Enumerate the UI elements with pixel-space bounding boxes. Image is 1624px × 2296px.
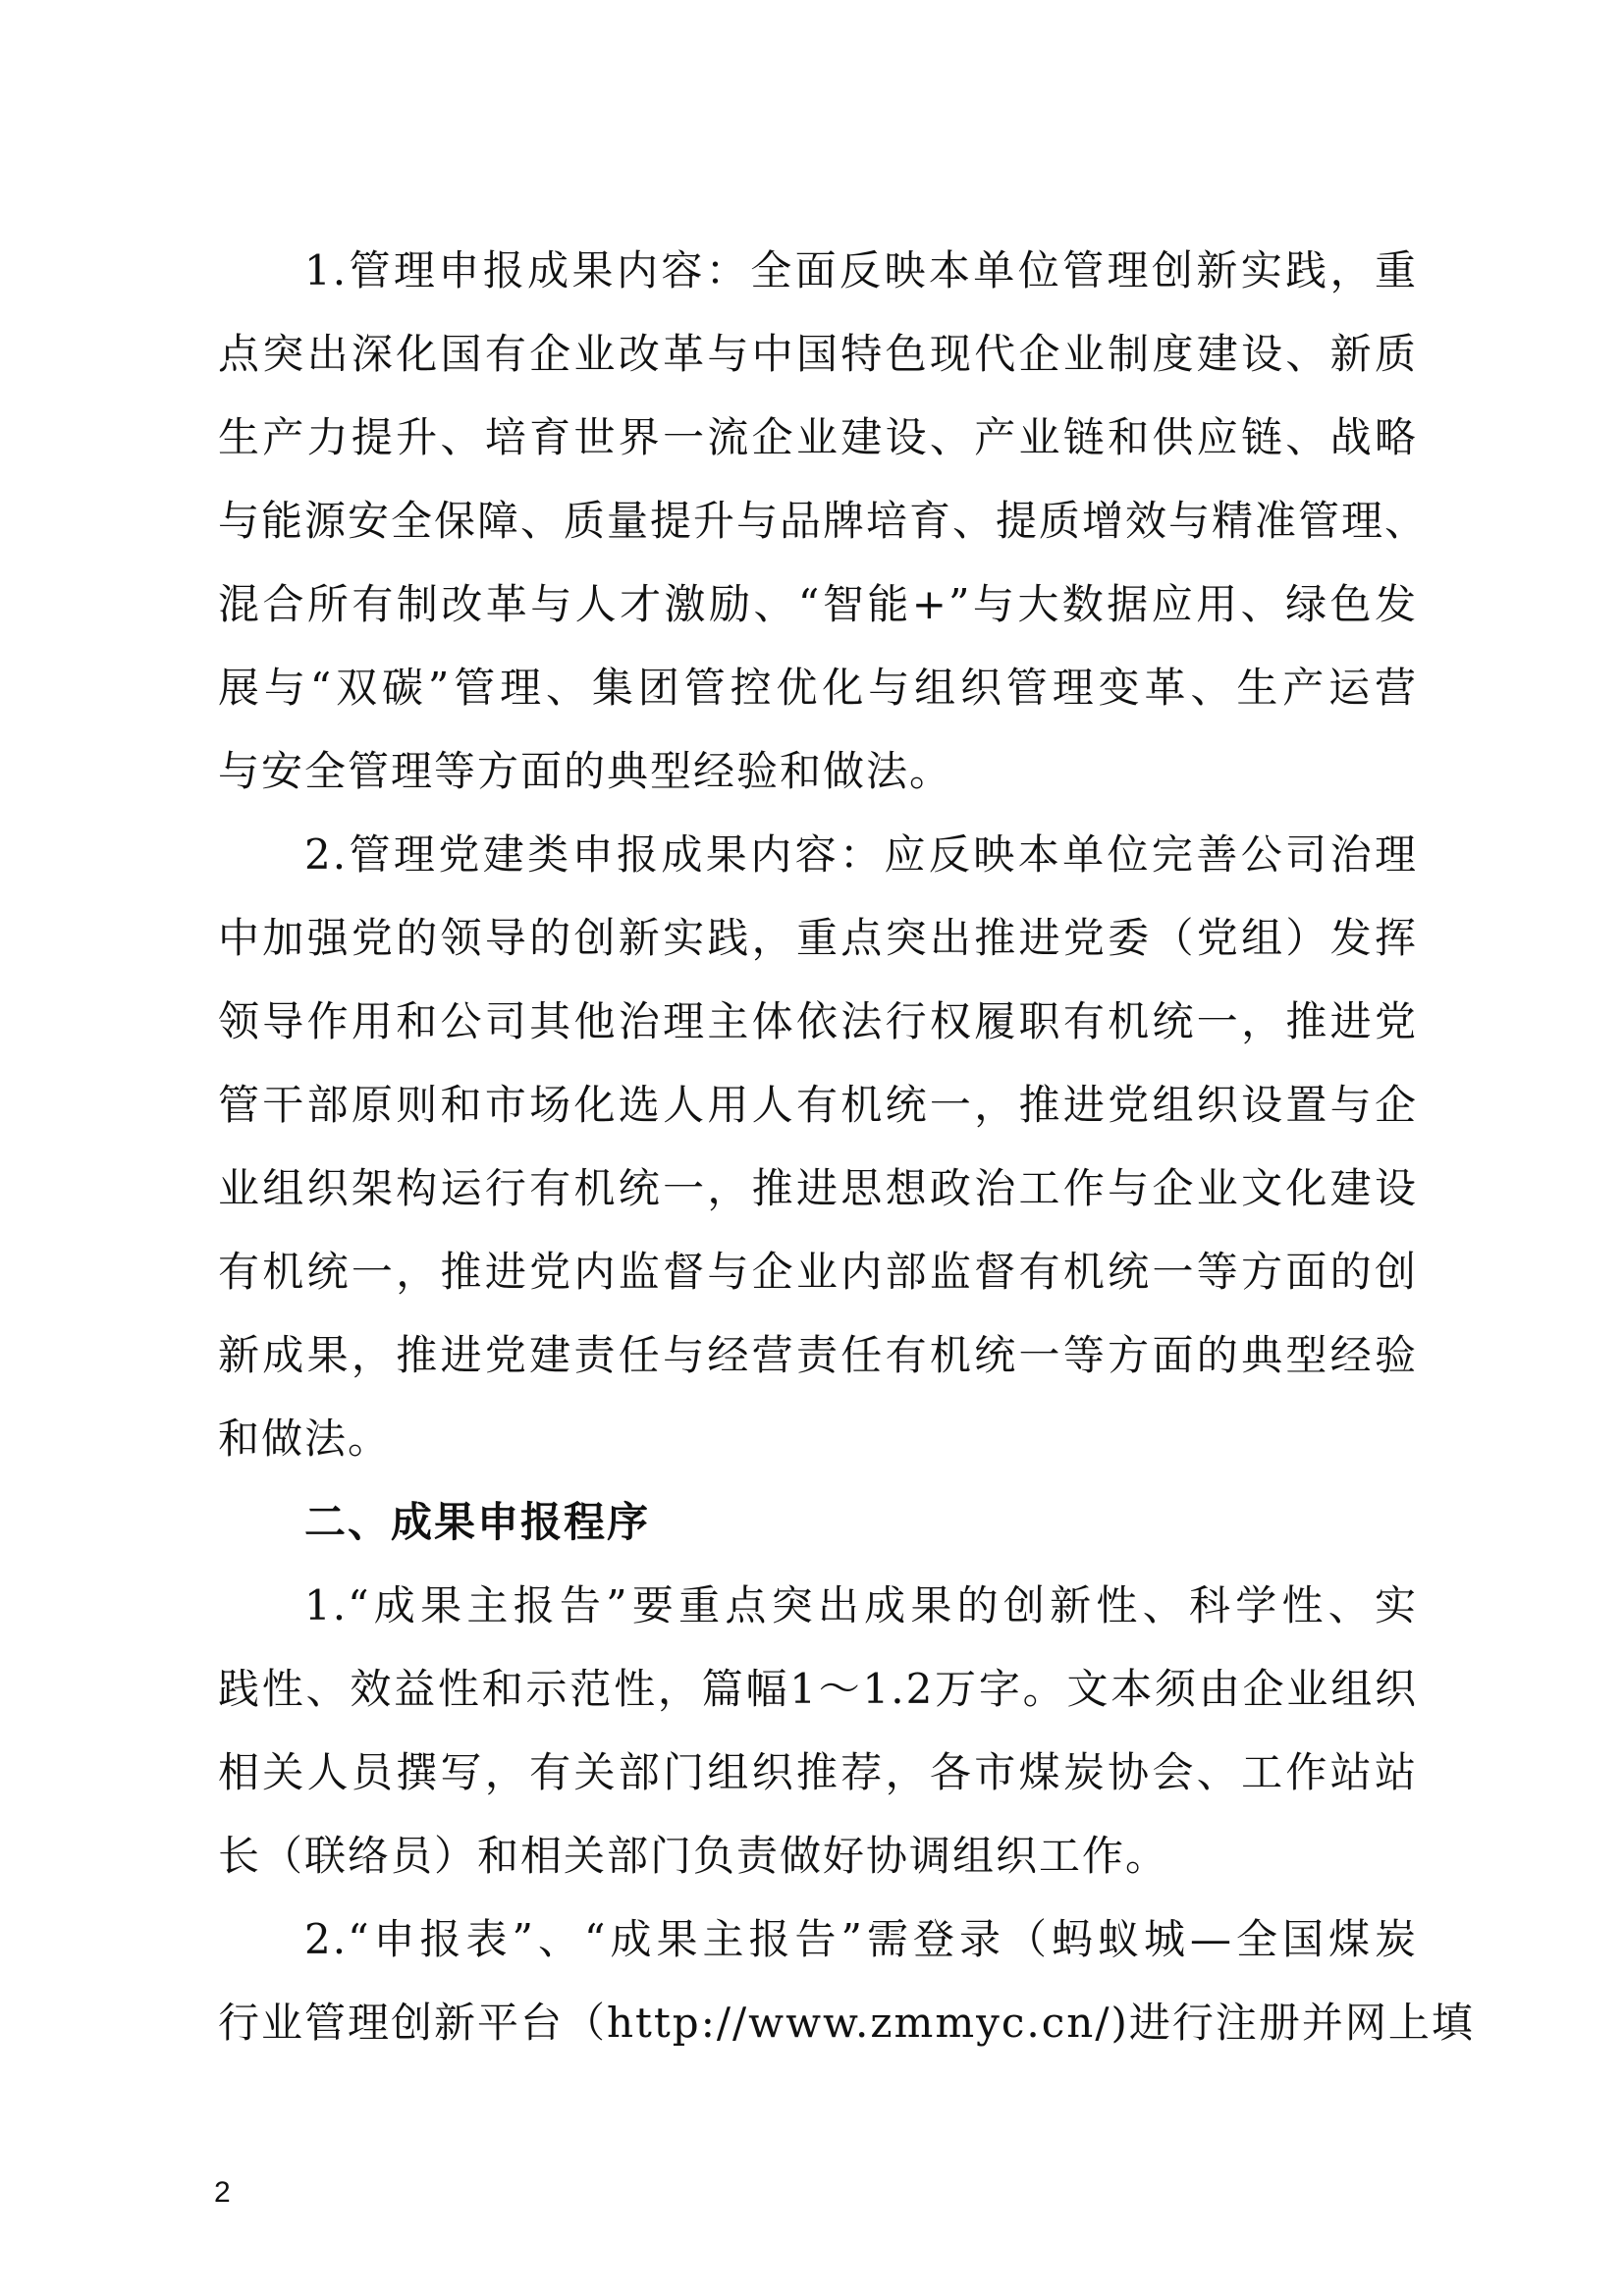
paragraph-2-line-7: 新成果，推进党建责任与经营责任有机统一等方面的典型经验 xyxy=(218,1331,1418,1379)
paragraph-2-line-4: 管干部原则和市场化选人用人有机统一，推进党组织设置与企 xyxy=(218,1081,1418,1129)
paragraph-4-line-1: 2.“申报表”、“成果主报告”需登录（蚂蚁城—全国煤炭 xyxy=(304,1915,1418,1963)
paragraph-1-line-1: 1.管理申报成果内容：全面反映本单位管理创新实践，重 xyxy=(304,246,1418,294)
paragraph-1-line-6: 展与“双碳”管理、集团管控优化与组织管理变革、生产运营 xyxy=(218,664,1418,712)
paragraph-4-line-2: 行业管理创新平台（http://www.zmmyc.cn/)进行注册并网上填 xyxy=(218,1999,1475,2047)
paragraph-2-line-2: 中加强党的领导的创新实践，重点突出推进党委（党组）发挥 xyxy=(218,914,1418,962)
paragraph-1-line-3: 生产力提升、培育世界一流企业建设、产业链和供应链、战略 xyxy=(218,413,1418,461)
paragraph-1-line-7: 与安全管理等方面的典型经验和做法。 xyxy=(218,747,953,795)
paragraph-3-line-1: 1.“成果主报告”要重点突出成果的创新性、科学性、实 xyxy=(304,1581,1418,1629)
page-number: 2 xyxy=(214,2176,231,2209)
paragraph-1-line-2: 点突出深化国有企业改革与中国特色现代企业制度建设、新质 xyxy=(218,330,1418,378)
paragraph-3-line-3: 相关人员撰写，有关部门组织推荐，各市煤炭协会、工作站站 xyxy=(218,1748,1418,1796)
paragraph-3-line-2: 践性、效益性和示范性，篇幅1～1.2万字。文本须由企业组织 xyxy=(218,1665,1418,1713)
paragraph-2-line-5: 业组织架构运行有机统一，推进思想政治工作与企业文化建设 xyxy=(218,1164,1418,1212)
section-heading: 二、成果申报程序 xyxy=(304,1498,651,1546)
paragraph-1-line-5: 混合所有制改革与人才激励、“智能+”与大数据应用、绿色发 xyxy=(218,580,1418,628)
paragraph-2-line-3: 领导作用和公司其他治理主体依法行权履职有机统一，推进党 xyxy=(218,997,1418,1045)
paragraph-1-line-4: 与能源安全保障、质量提升与品牌培育、提质增效与精准管理、 xyxy=(218,497,1429,545)
paragraph-2-line-1: 2.管理党建类申报成果内容：应反映本单位完善公司治理 xyxy=(304,830,1418,879)
paragraph-2-line-6: 有机统一，推进党内监督与企业内部监督有机统一等方面的创 xyxy=(218,1248,1418,1296)
paragraph-3-line-4: 长（联络员）和相关部门负责做好协调组织工作。 xyxy=(218,1832,1169,1880)
paragraph-2-line-8: 和做法。 xyxy=(218,1415,392,1463)
